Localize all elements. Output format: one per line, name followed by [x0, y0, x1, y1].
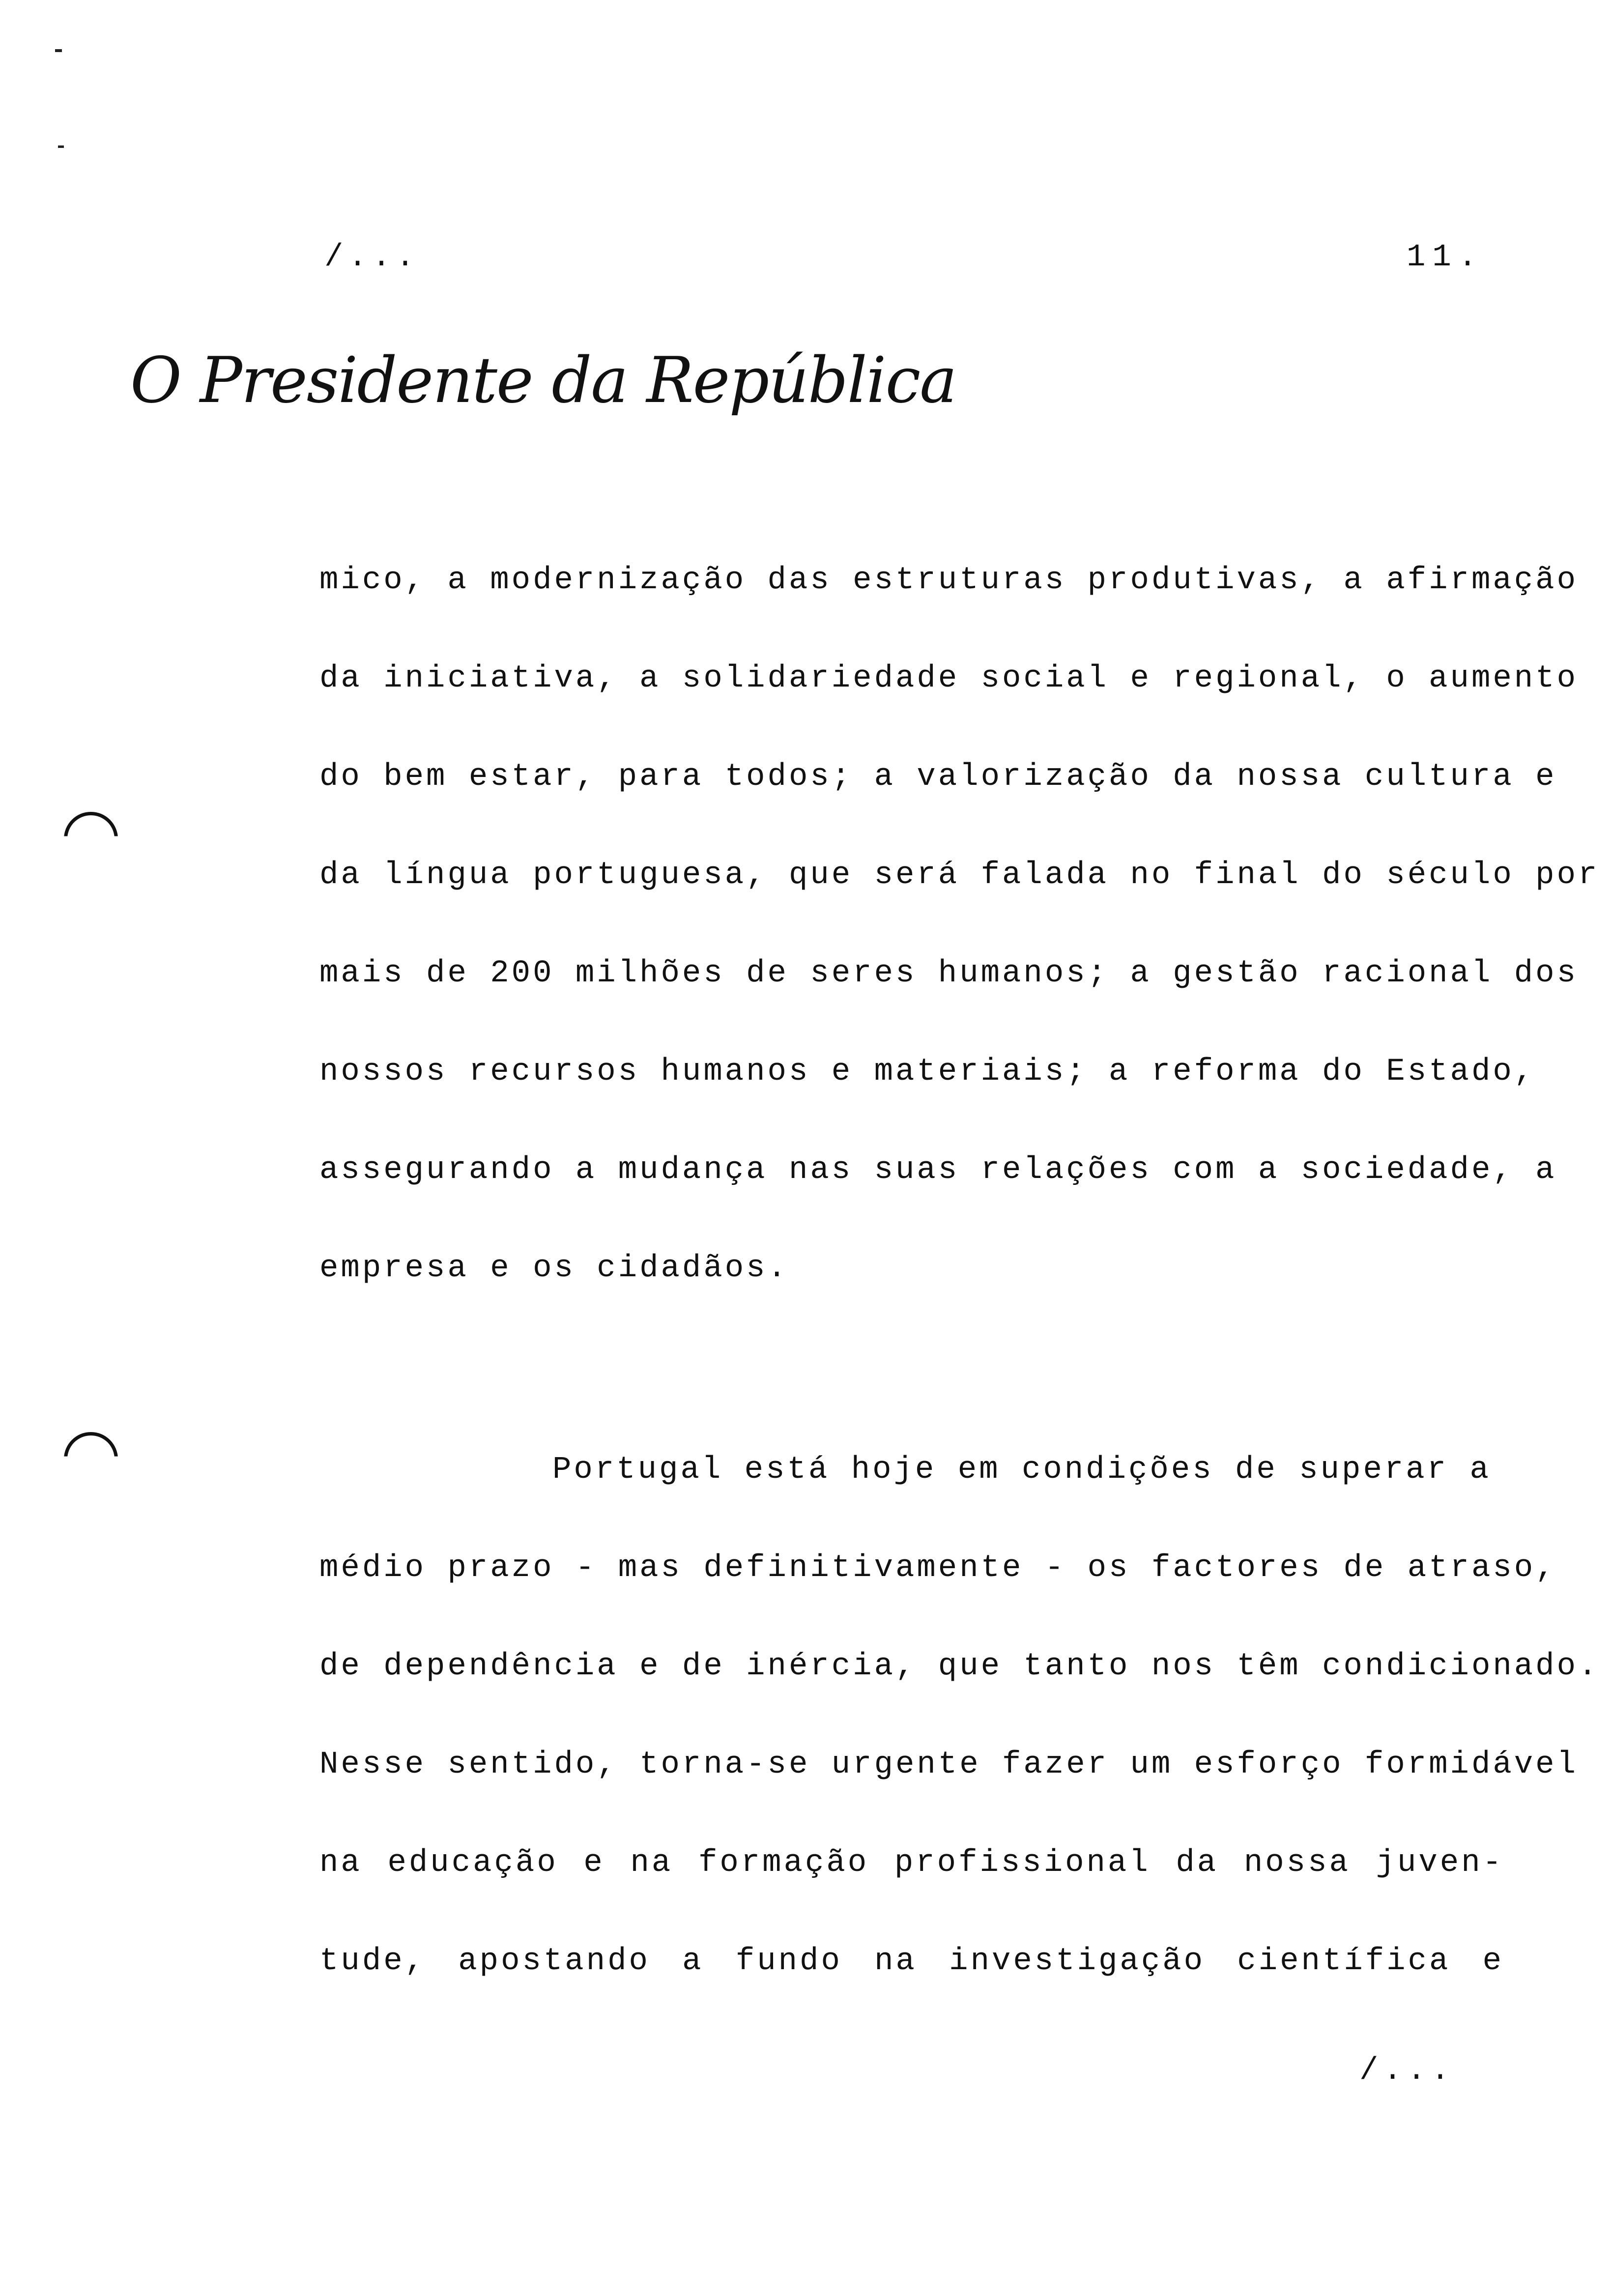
paragraph-2-line: Portugal está hoje em condições de superar a — [552, 1452, 1491, 1488]
paragraph-1-line: nossos recursos humanos e materiais; a reforma do Estado, — [319, 1054, 1536, 1090]
paragraph-1-line: mico, a modernização das estruturas produtivas, a afirmação — [319, 563, 1578, 598]
paragraph-1-line: da iniciativa, a solidariedade social e regional, o aumento — [319, 661, 1578, 696]
punch-hole-upper — [64, 812, 118, 866]
header-continued-marker: /... — [324, 240, 420, 275]
paragraph-1-line: da língua portuguesa, que será falada no final do século por — [319, 858, 1600, 893]
paragraph-2-line: Nesse sentido, torna-se urgente fazer um esforço formidável — [319, 1747, 1578, 1782]
paragraph-2-line: tude, apostando a fundo na investigação científica e — [319, 1944, 1504, 1979]
paragraph-1-line: assegurando a mudança nas suas relações com a sociedade, a — [319, 1152, 1557, 1188]
punch-hole-lower — [64, 1432, 118, 1486]
paragraph-2-line: médio prazo - mas definitivamente - os factores de atraso, — [319, 1550, 1557, 1586]
footer-continued-marker: /... — [1359, 2053, 1455, 2089]
paragraph-1-line: do bem estar, para todos; a valorização da nossa cultura e — [319, 759, 1557, 795]
paragraph-1-line: empresa e os cidadãos. — [319, 1251, 789, 1286]
page-number: 11. — [1407, 240, 1484, 275]
letterhead-title: O Presidente da República — [130, 344, 956, 417]
margin-mark-top — [55, 49, 62, 52]
paragraph-1-line: mais de 200 milhões de seres humanos; a gestão racional dos — [319, 956, 1578, 991]
paragraph-2-line: na educação e na formação profissional da nossa juven- — [319, 1845, 1504, 1881]
margin-mark-second — [58, 145, 64, 148]
paragraph-2-line: de dependência e de inércia, que tanto nos têm condicionado. — [319, 1649, 1600, 1684]
